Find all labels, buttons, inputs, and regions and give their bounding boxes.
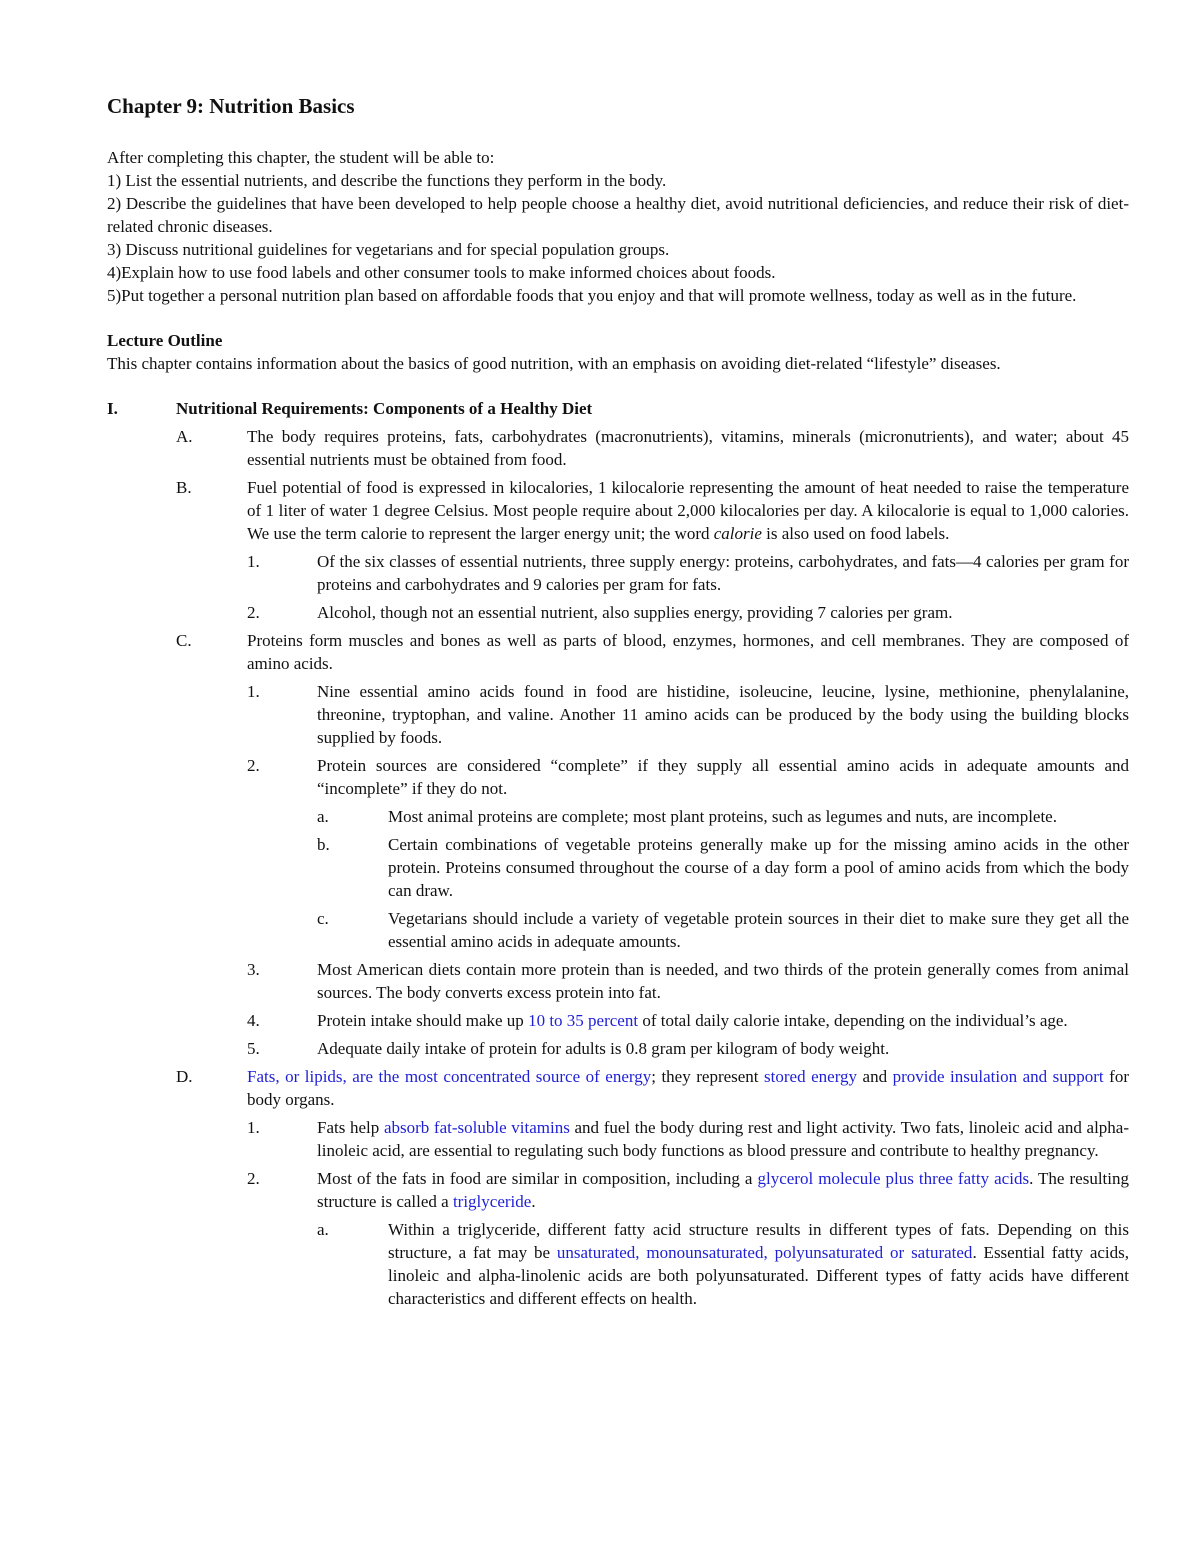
objective-3: 3) Discuss nutritional guidelines for vegetarians and for special population groups.	[107, 240, 670, 259]
outline-text: Proteins form muscles and bones as well as parts of blood, enzymes, hormones, and cell membranes. They are composed of amino acids.	[247, 631, 1129, 673]
outline-text: Vegetarians should include a variety of vegetable protein sources in their diet to make sure they get all the essential amino acids in adequate amounts.	[388, 909, 1129, 951]
spacer	[107, 375, 1129, 397]
outline-text: Fats help absorb fat-soluble vitamins and fuel the body during rest and light activity. Two fats, linoleic acid and alpha-linoleic acid, are essential to regulating such body functions as blood pressure and contribute to healthy pregnancy.	[317, 1118, 1129, 1160]
outline-item-D-1	[107, 1116, 1129, 1162]
objective-5: 5)Put together a personal nutrition plan based on affordable foods that you enjoy and that will promote wellness, today as well as in the future.	[107, 286, 1077, 305]
highlighted-term: provide insulation and support	[892, 1067, 1104, 1086]
outline-item-A	[107, 425, 1129, 471]
outline-item-D	[107, 1065, 1129, 1111]
outline-label: 3.	[247, 960, 260, 979]
outline-text: Fats, or lipids, are the most concentrated source of energy; they represent stored energy and provide insulation and support for body organs.	[247, 1067, 1129, 1109]
page-title: Chapter 9: Nutrition Basics	[107, 94, 355, 118]
outline-label: b.	[317, 835, 330, 854]
outline-item-C-4	[107, 1009, 1129, 1032]
outline-text: Adequate daily intake of protein for adults is 0.8 gram per kilogram of body weight.	[317, 1039, 890, 1058]
outline-text: Fuel potential of food is expressed in kilocalories, 1 kilocalorie representing the amount of heat needed to raise the temperature of 1 liter of water 1 degree Celsius. Most people require about 2,000 kilocalories per day. A kilocalorie is equal to 1,000 calories. We use the term calorie to represent the larger energy unit; the word calorie is also used on food labels.	[247, 478, 1129, 543]
outline-text: Protein intake should make up 10 to 35 percent of total daily calorie intake, depending on the individual’s age.	[317, 1011, 1068, 1030]
outline-text: Most of the fats in food are similar in composition, including a glycerol molecule plus three fatty acids. The resulting structure is called a triglyceride.	[317, 1169, 1129, 1211]
outline-text: Certain combinations of vegetable proteins generally make up for the missing amino acids in the other protein. Proteins consumed throughout the course of a day form a pool of amino acids from which the body can draw.	[388, 835, 1129, 900]
highlighted-term: absorb fat-soluble vitamins	[383, 1118, 570, 1137]
outline-label: c.	[317, 909, 329, 928]
highlighted-term: Fats, or lipids, are the most concentrated source of energy	[247, 1067, 652, 1086]
outline-text: Within a triglyceride, different fatty acid structure results in different types of fats. Depending on this structure, a fat may be unsaturated, monounsaturated, polyunsaturated or saturated. Essential fatty acids, linoleic and alpha-linolenic acids are both polyunsaturated. Different types of fatty acids have different characteristics and different effects on health.	[388, 1220, 1130, 1308]
outline-section-1	[107, 397, 1129, 420]
outline-label: 2.	[247, 603, 260, 622]
outline-text: Most animal proteins are complete; most plant proteins, such as legumes and nuts, are incomplete.	[388, 807, 1057, 826]
objectives-intro: After completing this chapter, the student will be able to:	[107, 148, 495, 167]
outline-label: B.	[176, 478, 192, 497]
document-page	[107, 92, 1129, 1310]
outline-item-C-2	[107, 754, 1129, 800]
outline-label: C.	[176, 631, 192, 650]
outline-item-C-5	[107, 1037, 1129, 1060]
outline-item-C-2-b	[107, 833, 1129, 902]
outline-item-C-1	[107, 680, 1129, 749]
outline-label: D.	[176, 1067, 193, 1086]
outline-item-C-2-a	[107, 805, 1129, 828]
highlighted-term: stored energy	[764, 1067, 858, 1086]
outline-label: a.	[317, 807, 329, 826]
section-heading: Nutritional Requirements: Components of a Healthy Diet	[176, 399, 593, 418]
highlighted-term: unsaturated, monounsaturated, polyunsaturated or saturated	[556, 1243, 973, 1262]
outline-item-B-1	[107, 550, 1129, 596]
outline-text: Most American diets contain more protein than is needed, and two thirds of the protein generally comes from animal sources. The body converts excess protein into fat.	[317, 960, 1129, 1002]
outline-text: Of the six classes of essential nutrients, three supply energy: proteins, carbohydrates, and fats—4 calories per gram for proteins and carbohydrates and 9 calories per gram for fats.	[317, 552, 1129, 594]
outline-label: 5.	[247, 1039, 260, 1058]
outline-label: 1.	[247, 552, 260, 571]
objective-2: 2) Describe the guidelines that have been developed to help people choose a healthy diet, avoid nutritional deficiencies, and reduce their risk of diet-related chronic diseases.	[107, 194, 1129, 236]
outline-text: Protein sources are considered “complete” if they supply all essential amino acids in adequate amounts and “incomplete” if they do not.	[317, 756, 1129, 798]
outline-label: 4.	[247, 1011, 260, 1030]
highlighted-term: 10 to 35 percent	[528, 1011, 639, 1030]
outline-item-D-2	[107, 1167, 1129, 1213]
outline-label: 2.	[247, 756, 260, 775]
outline-item-C-3	[107, 958, 1129, 1004]
outline-item-B-2	[107, 601, 1129, 624]
outline-item-B	[107, 476, 1129, 545]
outline-item-C-2-c	[107, 907, 1129, 953]
outline-label: 1.	[247, 682, 260, 701]
outline-text: The body requires proteins, fats, carbohydrates (macronutrients), vitamins, minerals (micronutrients), and water; about 45 essential nutrients must be obtained from food.	[247, 427, 1129, 469]
italic-term: calorie	[713, 524, 762, 543]
lecture-outline-heading: Lecture Outline	[107, 331, 223, 350]
outline-label: A.	[176, 427, 193, 446]
outline-item-C	[107, 629, 1129, 675]
outline-label: 1.	[247, 1118, 260, 1137]
outline-item-D-2-a	[107, 1218, 1129, 1310]
outline-label: I.	[107, 399, 118, 418]
outline-text: Alcohol, though not an essential nutrient, also supplies energy, providing 7 calories per gram.	[317, 603, 953, 622]
lecture-outline-text: This chapter contains information about the basics of good nutrition, with an emphasis on avoiding diet-related “lifestyle” diseases.	[107, 354, 1001, 373]
spacer	[107, 307, 1129, 329]
outline-label: a.	[317, 1220, 329, 1239]
highlighted-term: triglyceride	[452, 1192, 532, 1211]
highlighted-term: glycerol molecule plus three fatty acids	[757, 1169, 1030, 1188]
objective-4: 4)Explain how to use food labels and other consumer tools to make informed choices about foods.	[107, 263, 776, 282]
outline-label: 2.	[247, 1169, 260, 1188]
outline-text: Nine essential amino acids found in food are histidine, isoleucine, leucine, lysine, methionine, phenylalanine, threonine, tryptophan, and valine. Another 11 amino acids can be produced by the body using the building blocks supplied by foods.	[317, 682, 1129, 747]
objective-1: 1) List the essential nutrients, and describe the functions they perform in the body.	[107, 171, 667, 190]
